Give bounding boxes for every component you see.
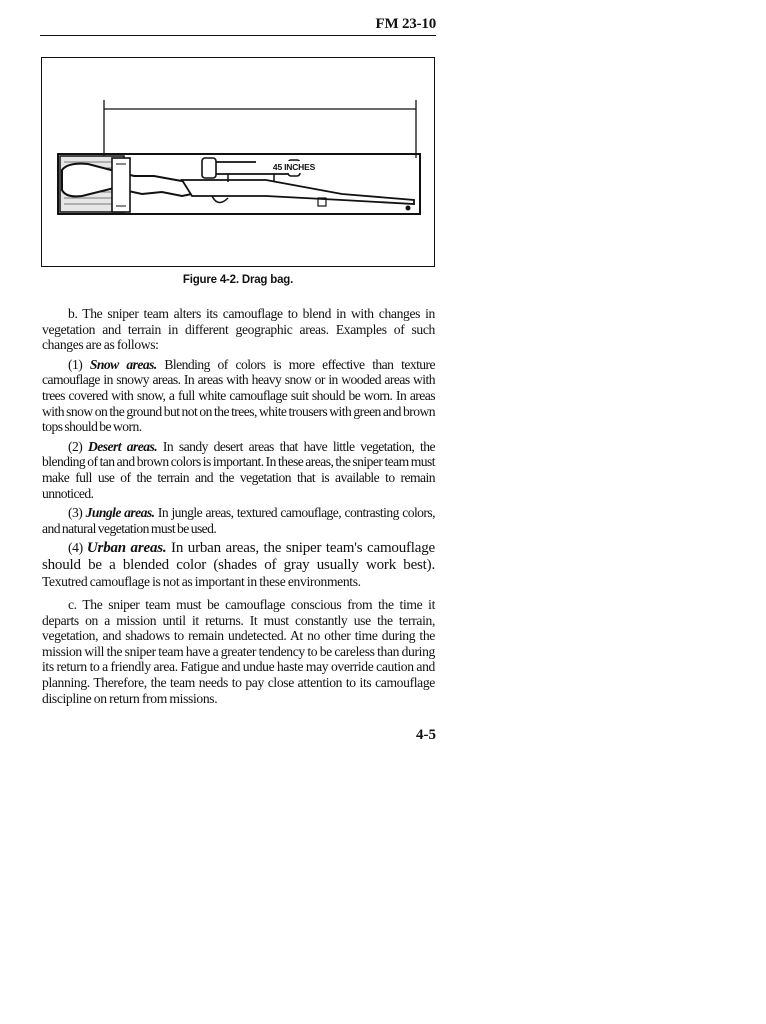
paragraph-urban-areas <box>42 540 435 589</box>
paragraph-title-snow: Snow areas. <box>89 356 157 372</box>
body-text <box>42 306 435 710</box>
drag-bag-illustration <box>42 58 436 268</box>
paragraph-jungle-areas <box>42 505 435 536</box>
paragraph-number: (1) <box>68 356 90 372</box>
manual-id: FM 23-10 <box>375 16 436 32</box>
page-number: 4-5 <box>416 727 436 743</box>
paragraph-desert-areas <box>42 439 435 501</box>
strap-buckle <box>112 158 130 212</box>
paragraph-number: (4) <box>68 540 87 556</box>
paragraph-b: b. The sniper team alters its camouflage to blend in with changes in vegetation and terrain in different geographic areas. Examples of such changes are as follows: <box>42 306 435 353</box>
rifle-barrel <box>182 180 414 204</box>
figure-caption: Figure 4-2. Drag bag. <box>182 274 294 286</box>
paragraph-text-jungle: In jungle areas, textured camouflage, contrasting colors, and natural vegetation must be used. <box>42 505 435 536</box>
paragraph-number: (3) <box>68 505 86 521</box>
paragraph-text-snow: Blending of colors is more effective than texture camouflage in snowy areas. In areas with heavy snow or in wooded areas with trees covered with snow, a full white camouflage suit should be worn. In areas with snow on the ground but not on the trees, white trousers with green and brown tops should be worn. <box>42 356 436 435</box>
paragraph-title-desert: Desert areas. <box>88 438 158 454</box>
paragraph-text-desert: In sandy desert areas that have little vegetation, the blending of tan and brown colors is important. In these areas, the sniper team must make full use of the terrain and the vegetation that is available to remain unnoticed. <box>42 438 435 501</box>
paragraph-c: c. The sniper team must be camouflage conscious from the time it departs on a mission until it returns. It must constantly use the terrain, vegetation, and shadows to remain undetected. At no other time during the mission will the sniper team have a greater tendency to be careless than during its return to a friendly area. Fatigue and undue haste may override caution and planning. Therefore, the team needs to pay close attention to its camouflage discipline on return from missions. <box>42 597 435 706</box>
figure-drag-bag <box>41 57 435 267</box>
header-rule <box>40 35 436 36</box>
paragraph-number: (2) <box>68 438 89 454</box>
paragraph-text-urban-large: In urban areas, the sniper team's camouflage should be a blended color (shades of gray usually work best). <box>42 540 435 573</box>
paragraph-snow-areas <box>42 357 435 435</box>
paragraph-title-jungle: Jungle areas. <box>85 505 155 521</box>
dimension-label: 45 INCHES <box>256 161 332 173</box>
paragraph-text-urban: Texutred camouflage is not as important in these environments. <box>42 573 361 589</box>
paragraph-title-urban: Urban areas. <box>86 540 167 557</box>
